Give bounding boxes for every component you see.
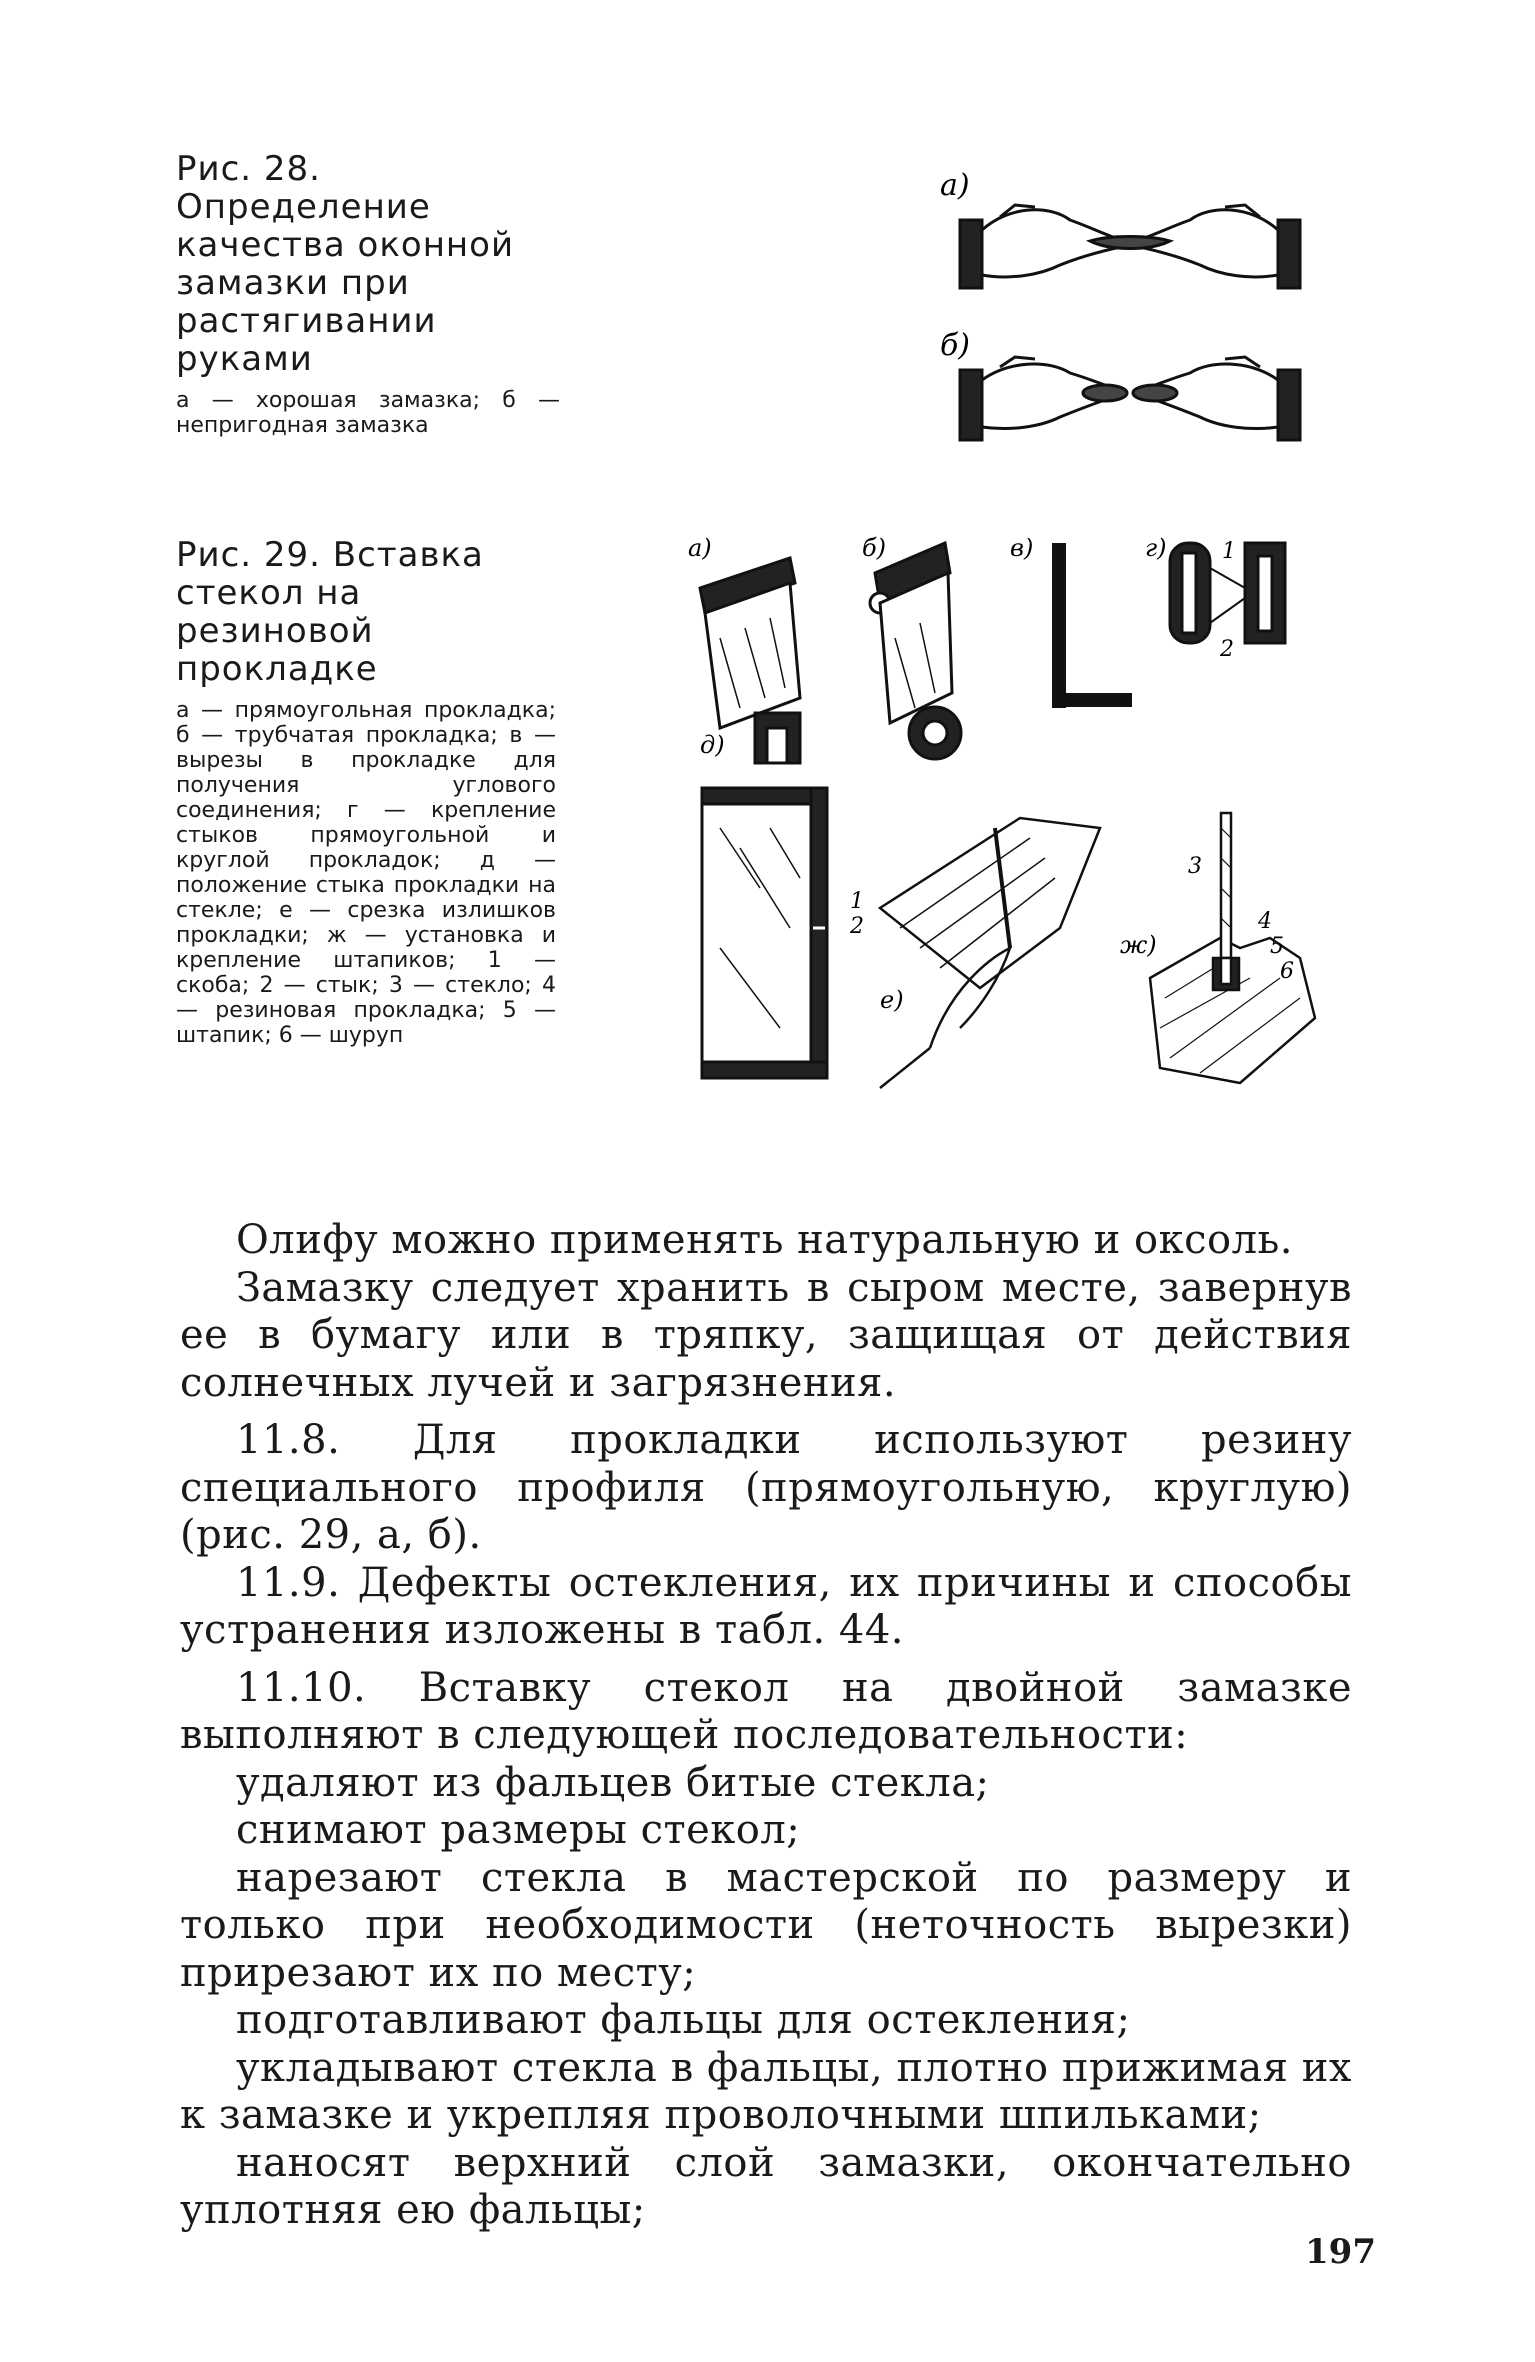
paragraph-olifa: Олифу можно применять натуральную и оксоль. [236, 1217, 1293, 1263]
paragraph-11-10: 11.10. Вставку стекол на двойной замазке выполняют в следующей последовательности: [180, 1664, 1352, 1758]
step-lay-glass: укладывают стекла в фальцы, плотно прижимая их к замазке и укрепляя проволочными шпильками; [180, 2044, 1352, 2138]
figure-28-legend: а — хорошая замазка; б — непригодная замазка [176, 388, 560, 438]
paragraph-11-9: 11.9. Дефекты остекления, их причины и способы устранения изложены в табл. 44. [180, 1559, 1352, 1653]
fig29-label-d: д) [700, 731, 725, 759]
figure-29-illustration [680, 528, 1330, 1093]
glass-gasket-drawing [702, 788, 827, 1078]
step-measure: снимают размеры стекол; [236, 1807, 801, 1853]
tube-gasket-drawing [870, 543, 961, 759]
trimming-drawing [880, 818, 1100, 1088]
fig29-label-g: г) [1145, 534, 1167, 562]
fig29-num-5: 5 [1270, 934, 1284, 959]
fig29-label-v: в) [1010, 534, 1034, 562]
fig29-num-6: 6 [1280, 959, 1294, 984]
page-number: 197 [1305, 2232, 1376, 2272]
bead-fixing-drawing [1150, 813, 1315, 1083]
fig29-num-2-top: 2 [1220, 637, 1234, 662]
step-remove-glass: удаляют из фальцев битые стекла; [236, 1759, 990, 1806]
fig29-label-b: б) [862, 534, 887, 562]
figure-29-caption [176, 536, 556, 1048]
fig29-label-a: а) [688, 534, 712, 562]
body-text [180, 1217, 1352, 2235]
fig29-label-e: е) [880, 986, 904, 1014]
figure-28-caption [176, 150, 560, 438]
fig29-num-1-d: 1 [850, 889, 864, 914]
paragraph-11-8: 11.8. Для прокладки используют резину специального профиля (прямоугольную, круглую) (рис. 29, а, б). [180, 1417, 1352, 1558]
fig28-hands-good [960, 205, 1300, 288]
paragraph-putty-storage: Замазку следует хранить в сыром месте, завернув ее в бумагу или в тряпку, защищая от действия солнечных лучей и загрязнения. [180, 1264, 1352, 1406]
fig29-num-2-d: 2 [850, 914, 864, 939]
step-prepare-rebates: подготавливают фальцы для остекления; [236, 1997, 1131, 2043]
figure-28-title: Рис. 28. Определение качества оконной замазки при растягивании руками [176, 149, 515, 379]
step-top-layer: наносят верхний слой замазки, окончательно уплотняя ею фальцы; [180, 2139, 1352, 2233]
figure-29-title: Рис. 29. Вставка стекол на резиновой прокладке [176, 535, 484, 689]
figure-28-illustration [940, 165, 1320, 455]
step-cut-glass: нарезают стекла в мастерской по размеру и только при необходимости (неточность вырезки) прирезают их по месту; [180, 1854, 1352, 1996]
fig29-num-4: 4 [1258, 909, 1272, 934]
figure-29-legend: а — прямоугольная прокладка; б — трубчатая прокладка; в — вырезы в прокладке для получения углового соединения; г — крепление стыков прямоугольной и круглой прокладок; д — положение стыка прокладки на стекле; е — срезка излишков прокладки; ж — установка и крепление штапиков; 1 — скоба; 2 — стык; 3 — стекло; 4 — резиновая прокладка; 5 — штапик; 6 — шуруп [176, 698, 556, 1048]
fig29-num-1: 1 [1222, 539, 1236, 564]
fig29-num-3: 3 [1188, 854, 1202, 879]
fig28-label-a: а) [940, 168, 970, 203]
fig29-label-zh: ж) [1120, 931, 1157, 959]
corner-cut-drawing [1052, 543, 1132, 708]
fig28-label-b: б) [940, 328, 971, 363]
fig28-hands-bad [960, 357, 1300, 440]
